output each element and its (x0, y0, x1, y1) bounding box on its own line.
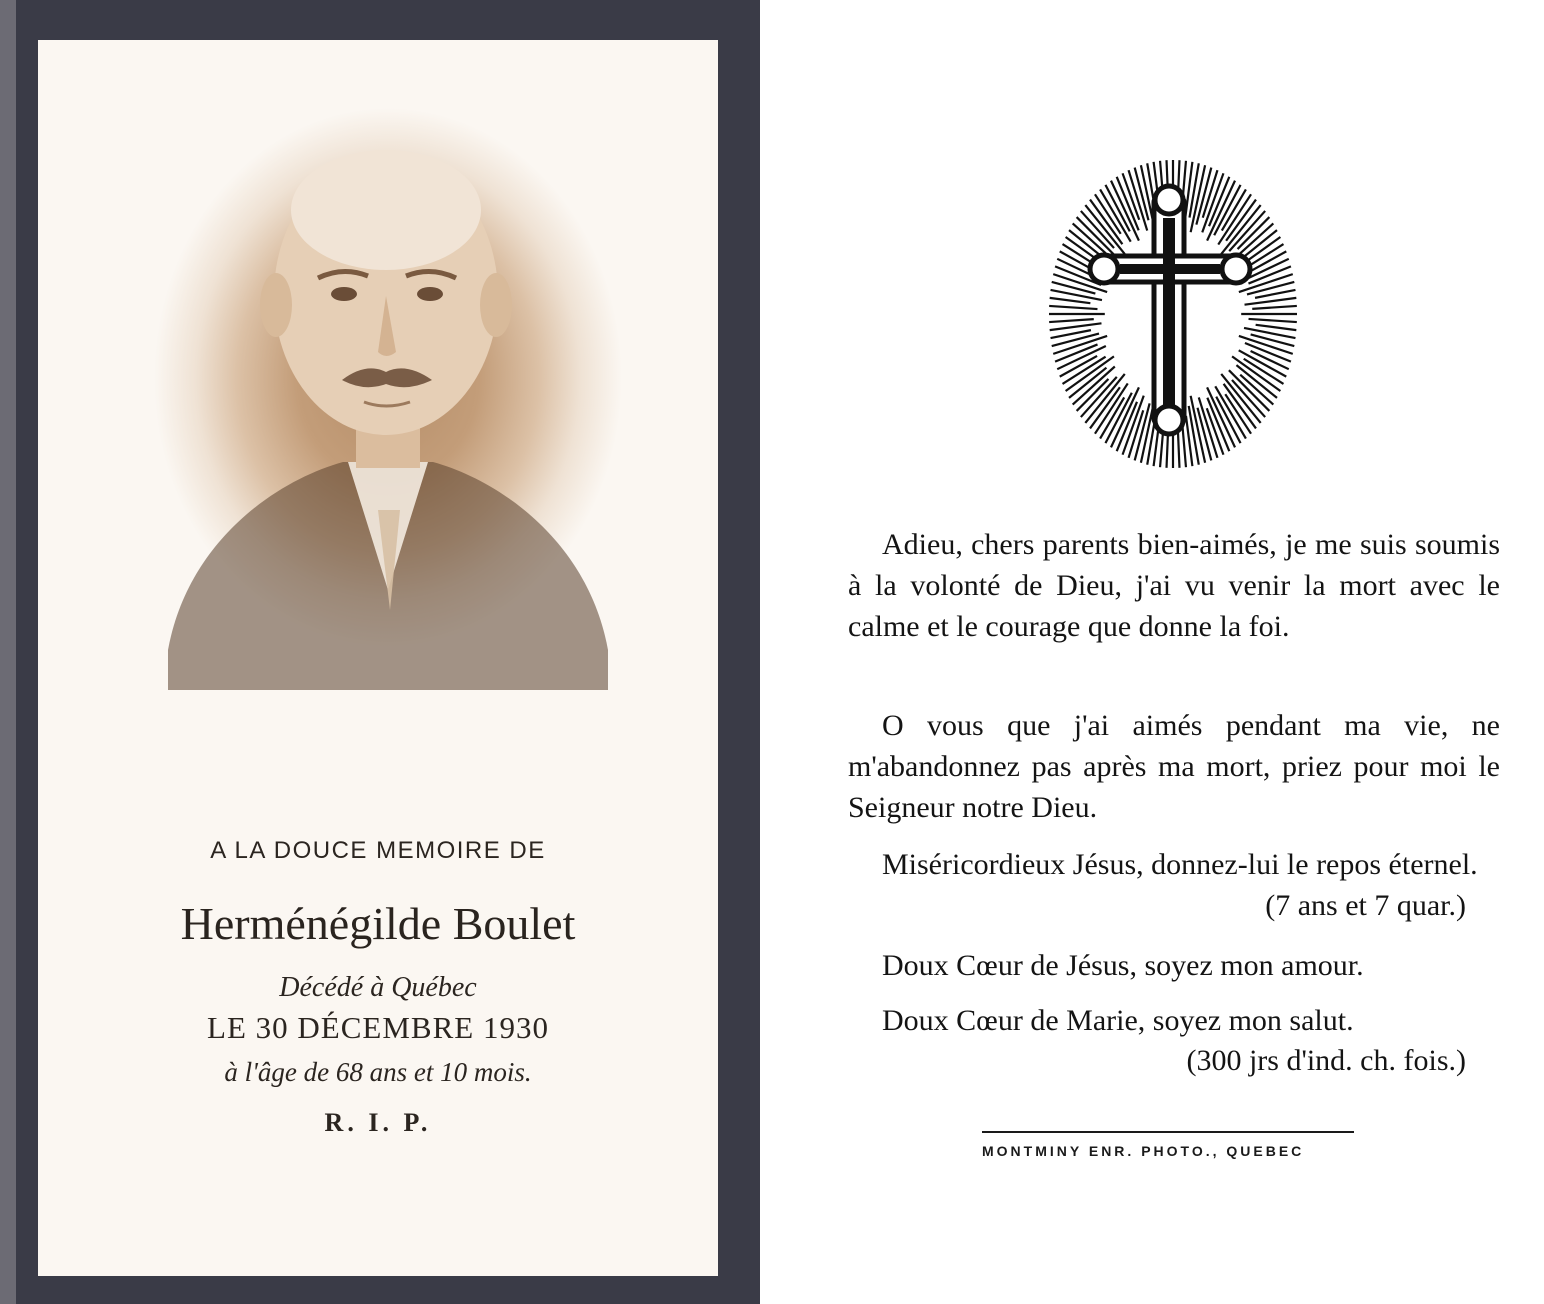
printer-imprint: MONTMINY ENR. PHOTO., QUEBEC (982, 1143, 1305, 1159)
cross-ray (1256, 325, 1297, 330)
cross-ray (1095, 194, 1121, 233)
border-edge (0, 0, 16, 1304)
prayer-paragraph-2 (848, 705, 1500, 828)
cross-ray (1249, 319, 1297, 322)
prayer-text-1: Adieu, chers parents bien-aimés, je me suis soumis à la volonté de Dieu, j'ai vu venir la mort avec le calme et le courage que donne la foi. (848, 528, 1500, 643)
prayer-paragraph-4 (848, 945, 1500, 986)
cross-ray (1245, 298, 1297, 305)
age-at-death: à l'âge de 68 ans et 10 mois. (224, 1057, 532, 1087)
portrait-photo (128, 90, 648, 690)
indulgence-note-2: (300 jrs d'ind. ch. fois.) (1186, 1044, 1466, 1077)
deceased-name: Herménégilde Boulet (180, 898, 576, 949)
cross-ray (1238, 217, 1270, 249)
cross-ray (1050, 298, 1091, 303)
cross-ray (1252, 306, 1297, 309)
prayer-text-5: Doux Cœur de Marie, soyez mon salut. (882, 1004, 1354, 1037)
indulgence-note-1: (7 ans et 7 quar.) (1265, 889, 1466, 922)
prayer-text-4: Doux Cœur de Jésus, soyez mon amour. (882, 949, 1364, 982)
cross-ray (1050, 323, 1102, 330)
cross-ray (1225, 394, 1251, 433)
portrait-figure (128, 90, 648, 690)
death-place: Décédé à Québec (279, 972, 477, 1003)
card-front (38, 40, 718, 1276)
prayer-text-2: O vous que j'ai aimés pendant ma vie, ne m'abandonnez pas après ma mort, priez pour moi le Seigneur notre Dieu. (848, 709, 1500, 824)
prayer-text-3: Miséricordieux Jésus, donnez-lui le repos éternel. (882, 848, 1478, 881)
imprint-divider (982, 1131, 1354, 1133)
cross-ray (1049, 319, 1094, 322)
memorial-heading: A LA DOUCE MEMOIRE DE (210, 837, 546, 864)
cross-ray (1049, 306, 1097, 309)
prayer-paragraph-3 (848, 844, 1500, 926)
rip-inscription: R. I. P. (324, 1108, 432, 1137)
prayer-paragraph-5 (848, 1000, 1500, 1041)
radiant-cross-icon (1046, 158, 1300, 470)
cross-ray (1077, 379, 1109, 411)
death-date: LE 30 DÉCEMBRE 1930 (207, 1010, 549, 1045)
prayer-paragraph-1 (848, 524, 1500, 647)
